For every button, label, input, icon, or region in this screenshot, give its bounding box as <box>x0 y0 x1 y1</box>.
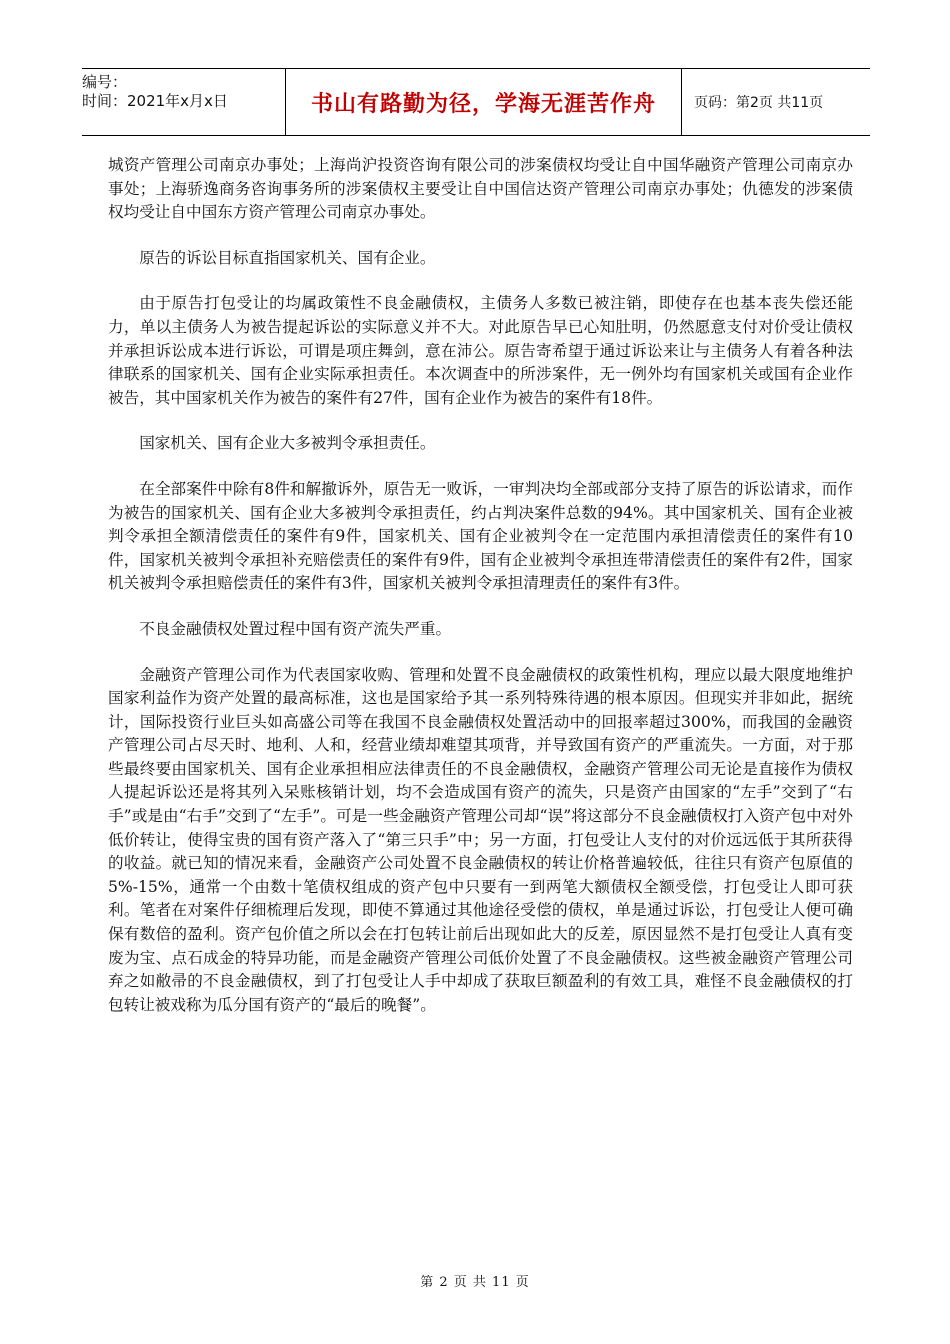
section-heading: 原告的诉讼目标直指国家机关、国有企业。 <box>139 248 436 267</box>
paragraph: 由于原告打包受让的均属政策性不良金融债权，主债务人多数已被注销，即使存在也基本丧失偿还能力，单以主债务人为被告提起诉讼的实际意义并不大。对此原告早已心知肚明，仍然愿意支付对价受让债权并承担诉讼成本进行诉讼，可谓是项庄舞剑，意在沛公。原告寄希望于通过诉讼来让与主债务人有着各种法律联系的国家机关、国有企业实际承担责任。本次调查中的所涉案件，无一例外均有国家机关或国有企业作被告，其中国家机关作为被告的案件有27件，国有企业作为被告的案件有18件。 <box>108 294 853 407</box>
page-footer: 第 2 页 共 11 页 <box>420 1275 530 1290</box>
header-page-number: 页码：第2页 共11页 <box>694 95 824 111</box>
header-motto: 书山有路勤为径，学海无涯苦作舟 <box>286 69 682 135</box>
document-body <box>108 154 853 1017</box>
section-heading: 不良金融债权处置过程中国有资产流失严重。 <box>139 619 452 638</box>
document-number-label: 编号： <box>82 73 128 91</box>
document-time-label: 时间：2021年x月x日 <box>82 92 228 110</box>
paragraph-continuation: 城资产管理公司南京办事处；上海尚沪投资咨询有限公司的涉案债权均受让自中国华融资产管理公司南京办事处；上海骄逸商务咨询事务所的涉案债权主要受让自中国信达资产管理公司南京办事处；仇德发的涉案债权均受让自中国东方资产管理公司南京办事处。 <box>108 156 853 222</box>
section-heading: 国家机关、国有企业大多被判令承担责任。 <box>139 434 436 453</box>
page-header <box>82 68 870 136</box>
paragraph: 在全部案件中除有8件和解撤诉外，原告无一败诉，一审判决均全部或部分支持了原告的诉讼请求，而作为被告的国家机关、国有企业大多被判令承担责任，约占判决案件总数的94%。其中国家机关、国有企业被判令承担全额清偿责任的案件有9件，国家机关、国有企业被判令在一定范围内承担清偿责任的案件有10件，国家机关被判令承担补充赔偿责任的案件有9件，国有企业被判令承担连带清偿责任的案件有2件，国家机关被判令承担赔偿责任的案件有3件，国家机关被判令承担清理责任的案件有3件。 <box>108 479 853 593</box>
paragraph: 金融资产管理公司作为代表国家收购、管理和处置不良金融债权的政策性机构，理应以最大限度地维护国家利益作为资产处置的最高标准，这也是国家给予其一系列特殊待遇的根本原因。但现实并非如此，据统计，国际投资行业巨头如高盛公司等在我国不良金融债权处置活动中的回报率超过300%，而我国的金融资产管理公司占尽天时、地利、人和，经营业绩却难望其项背，并导致国有资产的严重流失。一方面，对于那些最终要由国家机关、国有企业承担相应法律责任的不良金融债权，金融资产管理公司无论是直接作为债权人提起诉讼还是将其列入呆账核销计划，均不会造成国有资产的流失，只是资产由国家的“左手”交到了“右手”或是由“右手”交到了“左手”。可是一些金融资产管理公司却“误”将这部分不良金融债权打入资产包中对外低价转让，使得宝贵的国有资产落入了“第三只手”中；另一方面，打包受让人支付的对价远远低于其所获得的收益。就已知的情况来看，金融资产公司处置不良金融债权的转让价格普遍较低，往往只有资产包原值的5%-15%，通常一个由数十笔债权组成的资产包中只要有一到两笔大额债权全额受偿，打包受让人即可获利。笔者在对案件仔细梳理后发现，即使不算通过其他途径受偿的债权，单是通过诉讼，打包受让人便可确保有数倍的盈利。资产包价值之所以会在打包转让前后出现如此大的反差，原因显然不是打包受让人真有变废为宝、点石成金的特异功能，而是金融资产管理公司低价处置了不良金融债权。这些被金融资产管理公司弃之如敝帚的不良金融债权，到了打包受让人手中却成了获取巨额盈利的有效工具，难怪不良金融债权的打包转让被戏称为瓜分国有资产的“最后的晚餐”。 <box>108 665 853 1014</box>
header-meta <box>82 69 286 135</box>
